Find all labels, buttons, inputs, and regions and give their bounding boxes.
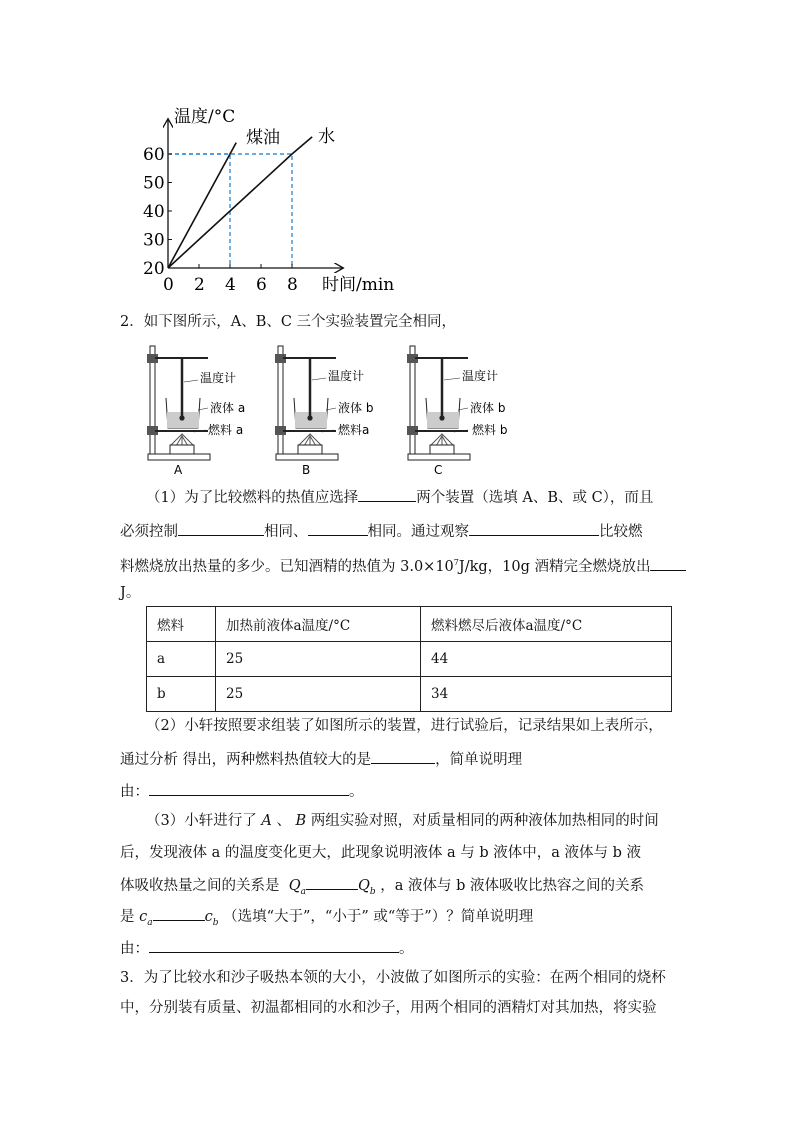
apparatus-figure (0, 340, 794, 480)
table-header-cell: 燃料燃尽后液体a温度/°C (421, 607, 672, 642)
q2-part3-line1: （3）小轩进行了 A 、 B 两组实验对照，对质量相同的两种液体加热相同的时间 (146, 813, 659, 829)
apparatus-B-fuel-label: 燃料a (338, 423, 370, 437)
q2-part2-line1: （2）小轩按照要求组装了如图所示的装置，进行试验后，记录结果如上表所示， (146, 718, 663, 734)
apparatus-B-caption: B (302, 463, 311, 477)
apparatus-C-fuel-label: 燃料 b (472, 423, 508, 437)
y-tick-label: 50 (143, 173, 165, 194)
x-tick-label: 6 (256, 275, 267, 295)
apparatus-C-liquid-label: 液体 b (470, 401, 506, 415)
apparatus-A (147, 346, 245, 477)
apparatus-C-caption: C (434, 463, 443, 477)
apparatus-C (407, 346, 507, 477)
q3-line2: 中，分别装有质量、初温都相同的水和沙子，用两个相同的酒精灯对其加热，将实验 (120, 1000, 657, 1016)
table-cell: 44 (421, 642, 672, 677)
answer-blank[interactable] (153, 905, 205, 921)
answer-blank[interactable] (149, 780, 349, 796)
q2-part2-line3: 由： 。 (120, 780, 680, 802)
answer-blank[interactable] (306, 874, 358, 890)
q2-part1-line1: （1）为了比较燃料的热值应选择 两个装置（选填 A、B、或 C），而且 (146, 486, 706, 508)
table-header-cell: 燃料 (147, 607, 216, 642)
q2-part1-line4: J。 (120, 585, 141, 601)
q3-line1: 3．为了比较水和沙子吸热本领的大小，小波做了如图所示的实验：在两个相同的烧杯 (120, 970, 666, 986)
x-tick-label: 8 (287, 275, 298, 295)
apparatus-A-thermometer-label: 温度计 (200, 371, 237, 385)
answer-blank[interactable] (469, 520, 599, 536)
answer-blank[interactable] (178, 520, 264, 536)
x-tick-label: 2 (194, 275, 205, 295)
q2-part3-line2: 后，发现液体 a 的温度变化更大，此现象说明液体 a 与 b 液体中，a 液体与 b 液 (120, 845, 641, 861)
apparatus-B-liquid-label: 液体 b (338, 401, 374, 415)
answer-blank[interactable] (308, 520, 368, 536)
table-cell: 25 (216, 677, 421, 712)
temperature-time-chart (0, 0, 794, 310)
q2-part2-line2: 通过分析 得出，两种燃料热值较大的是 ，简单说明理 (120, 748, 680, 770)
y-axis-label: 温度/°C (174, 107, 236, 127)
y-tick-label: 60 (143, 145, 165, 165)
q2-part3-line3: 体吸收热量之间的关系是 $Q_a$ $Q_b$ ，a 液体与 b 液体吸收比热容之间的关系 (120, 874, 680, 902)
q2-part3-line4: 是 $c_a$ $c_b$ （选填“大于”，“小于” 或“等于”）？简单说明理 (120, 905, 680, 933)
answer-blank[interactable] (650, 555, 686, 571)
table-cell: 25 (216, 642, 421, 677)
table-row (147, 677, 672, 712)
y-tick-label: 30 (143, 230, 165, 251)
x-tick-label: 0 (163, 275, 174, 295)
answer-blank[interactable] (371, 748, 435, 764)
series-label-kerosene: 煤油 (246, 128, 280, 148)
q2-part1-line3: 料燃烧放出热量的多少。已知酒精的热值为 $3.0\times 10^7J/kg$，10g 酒精完全燃烧放出 (120, 553, 680, 577)
y-tick-label: 20 (143, 259, 165, 279)
apparatus-A-caption: A (174, 463, 183, 477)
apparatus-C-thermometer-label: 温度计 (462, 369, 499, 383)
apparatus-A-liquid-label: 液体 a (210, 401, 246, 415)
series-line-0 (168, 143, 236, 268)
table-cell: 34 (421, 677, 672, 712)
fuel-temperature-table (146, 606, 672, 712)
table-header-cell: 加热前液体a温度/°C (216, 607, 421, 642)
series-label-water: 水 (318, 127, 335, 147)
q2-intro: 2．如下图所示，A、B、C 三个实验装置完全相同， (120, 314, 457, 330)
table-cell: a (147, 642, 216, 677)
y-tick-label: 40 (143, 202, 165, 222)
x-tick-label: 4 (225, 275, 236, 295)
apparatus-B-thermometer-label: 温度计 (328, 369, 365, 383)
answer-blank[interactable] (358, 486, 416, 502)
q2-part1-line2: 必须控制 相同、 相同。通过观察 比较燃 (120, 520, 680, 542)
table-row (147, 642, 672, 677)
table-header-row (147, 607, 672, 642)
series-line-1 (168, 137, 312, 268)
q2-part3-line5: 由： 。 (120, 937, 680, 959)
apparatus-A-fuel-label: 燃料 a (208, 423, 244, 437)
answer-blank[interactable] (149, 937, 399, 953)
table-cell: b (147, 677, 216, 712)
x-axis-label: 时间/min (322, 275, 395, 295)
apparatus-B (275, 346, 373, 477)
